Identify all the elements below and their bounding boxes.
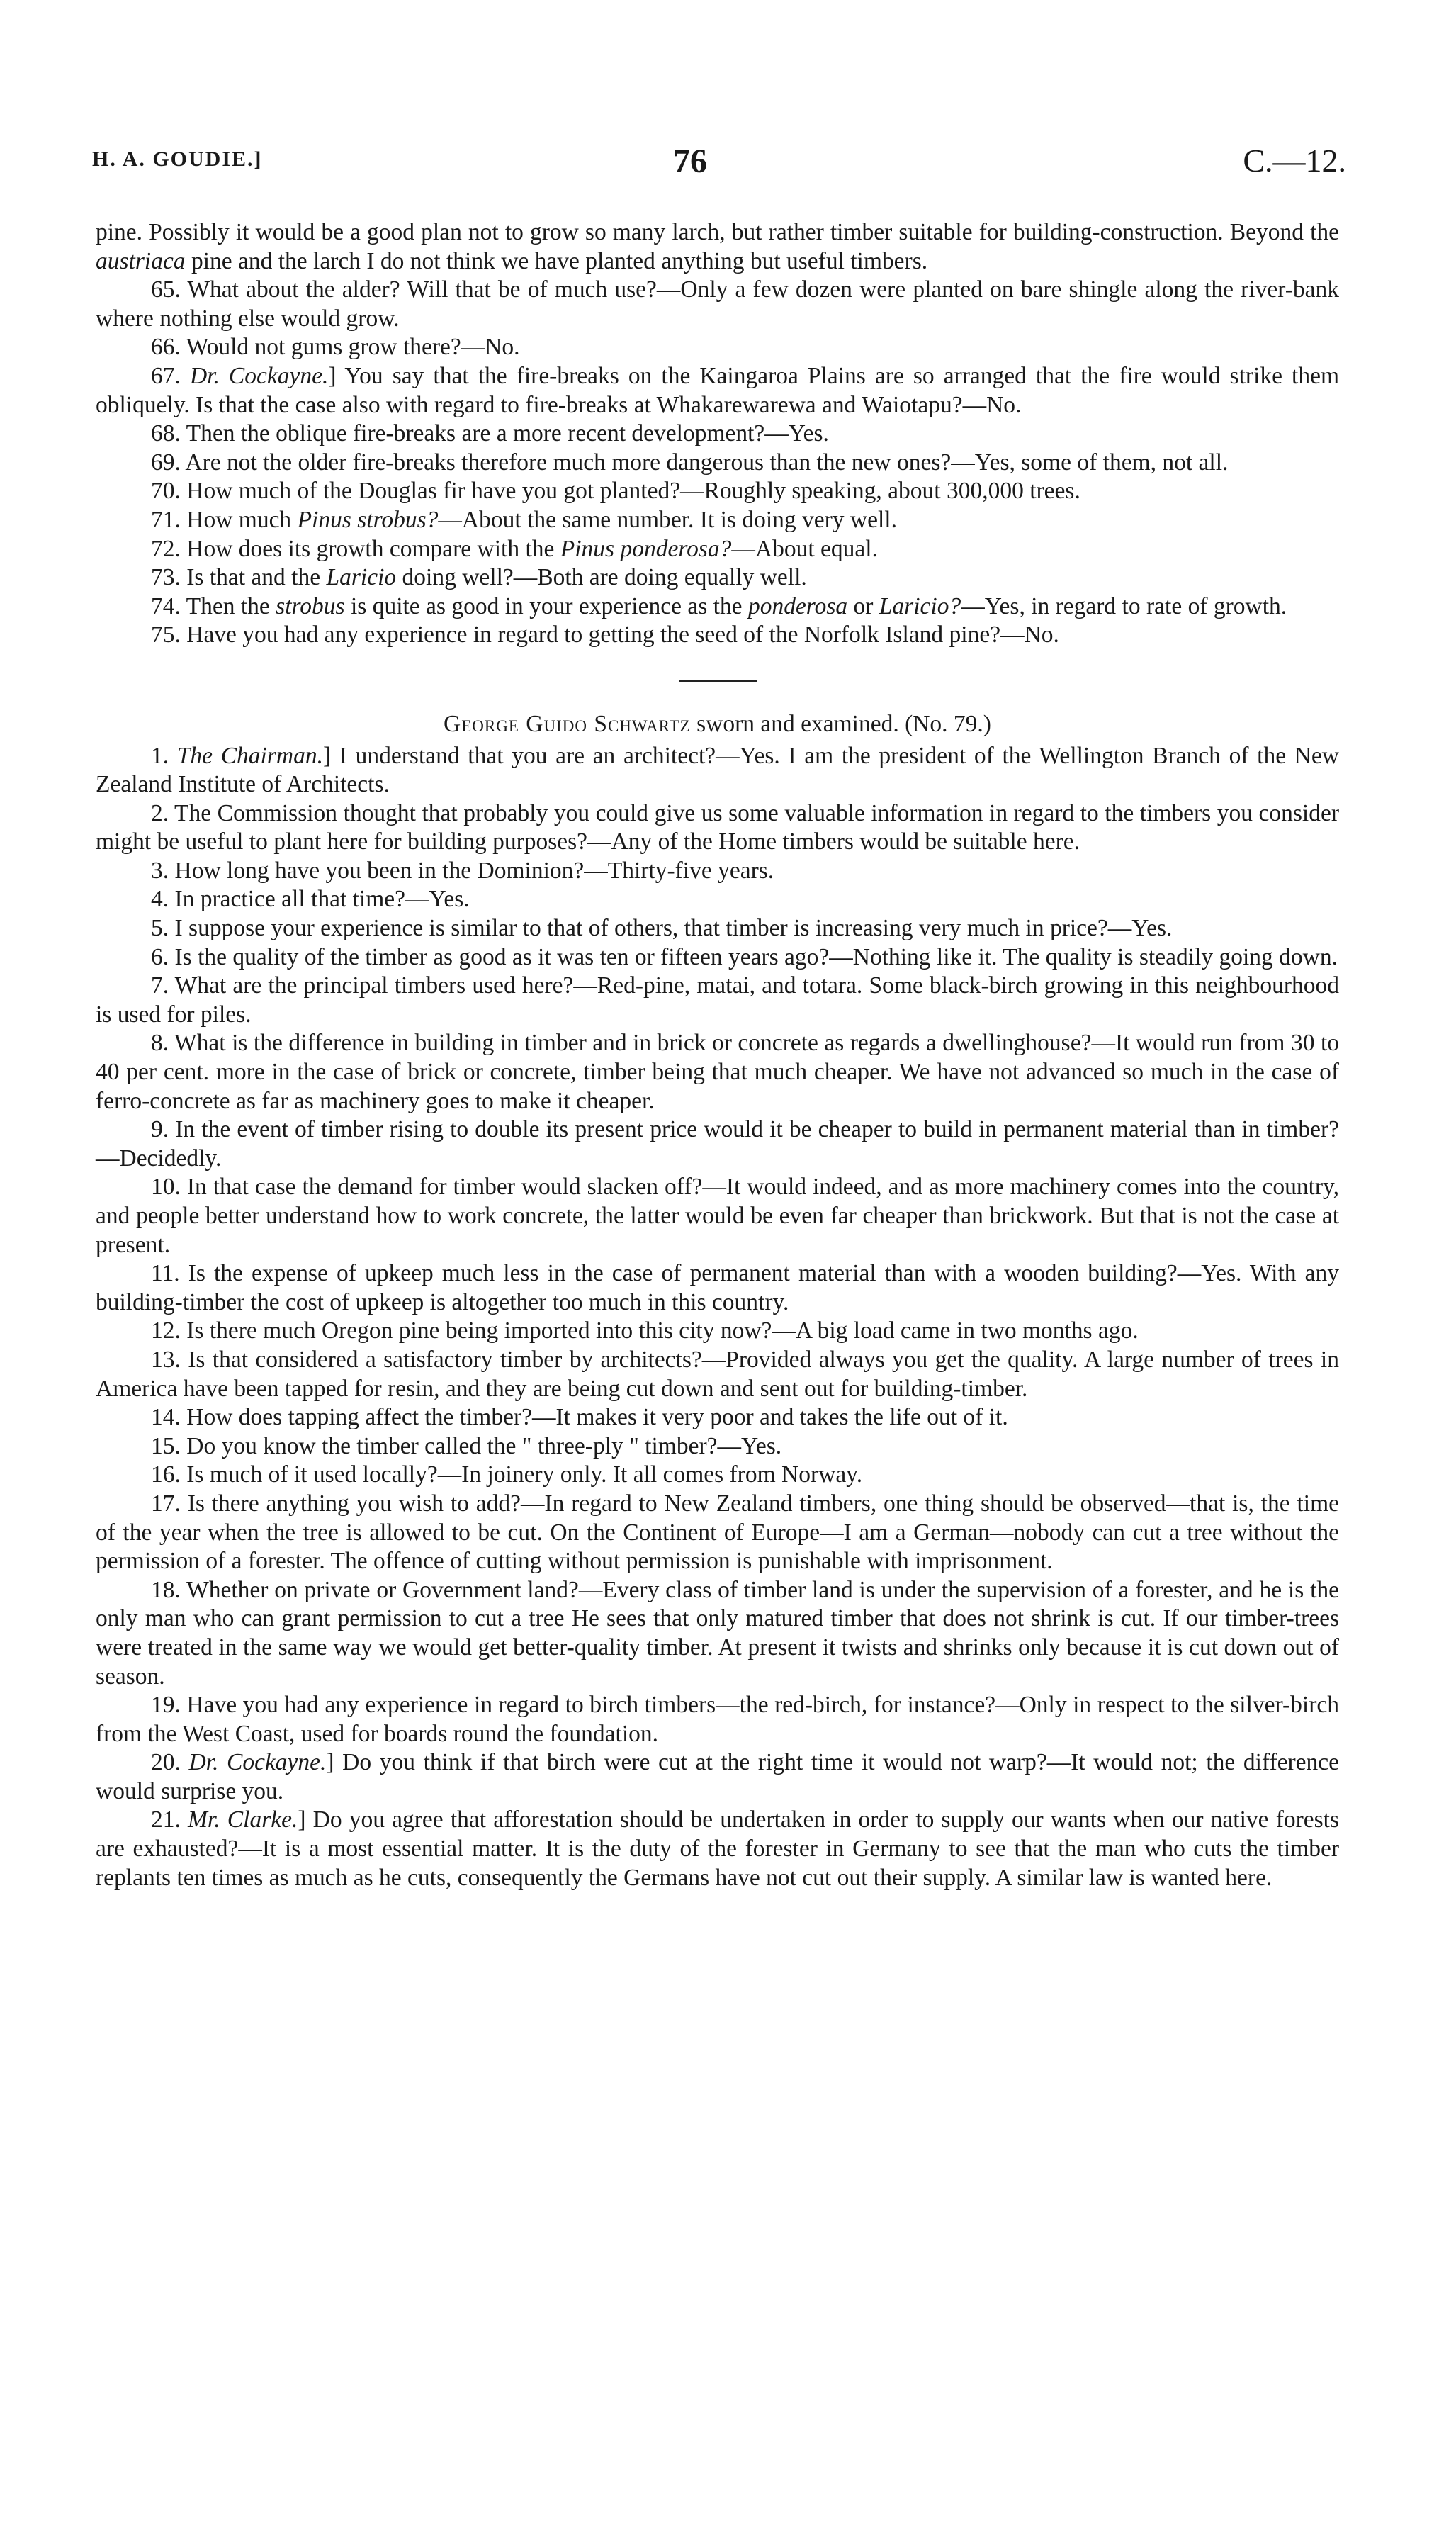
question-6: 6. Is the quality of the timber as good as it was ten or fifteen years ago?—Nothing like it. The quality is steadily going down. — [151, 943, 1338, 970]
question-8: 8. What is the difference in building in timber and in brick or concrete as regards a dwellinghouse?—It would run from 30 to 40 per cent. more in the case of brick or concrete, timber being that much cheaper. We have not advanced so much in the case of ferro-concrete as far as machinery goes to make it cheaper. — [96, 1030, 1339, 1114]
question-70: 70. How much of the Douglas fir have you got planted?—Roughly speaking, about 300,000 trees. — [151, 478, 1080, 505]
question-67: 67. Dr. Cockayne.] You say that the fire-breaks on the Kaingaroa Plains are so arranged that the fire would strike them obliquely. Is that the case also with regard to fire-breaks at Whakarewarewa and Waiotapu?—No. — [96, 362, 1340, 418]
page-header — [50, 142, 1346, 191]
question-4: 4. In practice all that time?—Yes. — [151, 886, 470, 913]
question-12: 12. Is there much Oregon pine being imported into this city now?—A big load came in two months ago. — [151, 1318, 1139, 1344]
running-head-witness: H. A. GOUDIE.] — [92, 147, 263, 171]
question-9: 9. In the event of timber rising to double its present price would it be cheaper to build in permanent material than in timber?—Decidedly. — [96, 1116, 1339, 1172]
speaker-name: Dr. Cockayne. — [189, 362, 329, 389]
question-73: 73. Is that and the Laricio doing well?—Both are doing equally well. — [151, 564, 807, 591]
question-21: 21. Mr. Clarke.] Do you agree that afforestation should be undertaken in order to supply our wants when our native forests are exhausted?—It is a most essential matter. It is the duty of the forester in Germany to see that the man who cuts the timber replants ten times as much as he cuts, consequently the Germans have not cut out their supply. A similar law is wanted here. — [96, 1807, 1340, 1891]
question-17: 17. Is there anything you wish to add?—In regard to New Zealand timbers, one thing should be observed—that is, the time of the year when the tree is allowed to be cut. On the Continent of Europe—I am a German—nobody can cut a tree without the permission of a forester. The offence of cutting without permission is punishable with imprisonment. — [96, 1490, 1339, 1575]
question-18: 18. Whether on private or Government land?—Every class of timber land is under the supervision of a forester, and he is the only man who can grant permission to cut a tree He sees that only matured timber that does not shrink is cut. If our timber-trees were treated in the same way we would get better-quality timber. At present it twists and shrinks only because it is cut down out of season. — [96, 1576, 1339, 1690]
question-71: 71. How much Pinus strobus?—About the same number. It is doing very well. — [151, 506, 897, 533]
section-divider — [679, 680, 757, 682]
question-16: 16. Is much of it used locally?—In joinery only. It all comes from Norway. — [151, 1461, 863, 1488]
speaker-name: The Chairman. — [176, 742, 323, 769]
question-10: 10. In that case the demand for timber would slacken off?—It would indeed, and as more machinery comes into the country, and people better understand how to work concrete, the latter would be even far cheaper than brickwork. But that is not the case at present. — [96, 1174, 1339, 1258]
question-69: 69. Are not the older fire-breaks therefore much more dangerous than the new ones?—Yes, some of them, not all. — [151, 449, 1229, 476]
question-11: 11. Is the expense of upkeep much less in the case of permanent material than with a wooden building?—Yes. With any building-timber the cost of upkeep is altogether too much in this country. — [96, 1260, 1339, 1315]
speaker-name: Dr. Cockayne. — [188, 1749, 327, 1776]
question-74: 74. Then the strobus is quite as good in your experience as the ponderosa or Laricio?—Yes, in regard to rate of growth. — [151, 592, 1287, 619]
question-14: 14. How does tapping affect the timber?—It makes it very poor and takes the life out of it. — [151, 1404, 1008, 1431]
question-19: 19. Have you had any experience in regard to birch timbers—the red-birch, for instance?—Only in respect to the silver-birch from the West Coast, used for boards round the foundation. — [96, 1692, 1339, 1747]
question-15: 15. Do you know the timber called the " three-ply " timber?—Yes. — [151, 1432, 782, 1459]
page-body — [96, 218, 1339, 1892]
question-5: 5. I suppose your experience is similar to that of others, that timber is increasing very much in price?—Yes. — [151, 915, 1173, 942]
question-66: 66. Would not gums grow there?—No. — [151, 334, 520, 361]
question-75: 75. Have you had any experience in regard to getting the seed of the Norfolk Island pine?—No. — [151, 622, 1059, 648]
document-reference: C.—12. — [1243, 142, 1346, 179]
witness-heading: George Guido Schwartz sworn and examined. (No. 79.) — [444, 710, 991, 737]
question-20: 20. Dr. Cockayne.] Do you think if that birch were cut at the right time it would not warp?—It would not; the difference would surprise you. — [96, 1749, 1340, 1804]
question-65: 65. What about the alder? Will that be of much use?—Only a few dozen were planted on bare shingle along the river-bank where nothing else would grow. — [96, 276, 1339, 332]
question-3: 3. How long have you been in the Dominion?—Thirty-five years. — [151, 857, 774, 884]
question-1: 1. The Chairman.] I understand that you are an architect?—Yes. I am the president of the Wellington Branch of the New Zealand Institute of Architects. — [96, 742, 1339, 798]
question-7: 7. What are the principal timbers used here?—Red-pine, matai, and totara. Some black-birch growing in this neighbourhood is used for piles. — [96, 972, 1339, 1028]
paragraph-continuation: pine. Possibly it would be a good plan not to grow so many larch, but rather timber suitable for building-construction. Beyond the austriaca pine and the larch I do not think we have planted anything but useful timbers. — [96, 219, 1339, 274]
question-72: 72. How does its growth compare with the Pinus ponderosa?—About equal. — [151, 535, 878, 562]
question-2: 2. The Commission thought that probably you could give us some valuable information in regard to the timbers you consider might be useful to plant here for building purposes?—Any of the Home timbers would be suitable here. — [96, 799, 1339, 855]
speaker-name: Mr. Clarke. — [188, 1807, 298, 1833]
question-68: 68. Then the oblique fire-breaks are a more recent development?—Yes. — [151, 420, 829, 447]
page-number: 76 — [673, 142, 707, 180]
question-13: 13. Is that considered a satisfactory timber by architects?—Provided always you get the quality. A large number of trees in America have been tapped for resin, and they are being cut down and sent out for building-timber. — [96, 1346, 1339, 1402]
